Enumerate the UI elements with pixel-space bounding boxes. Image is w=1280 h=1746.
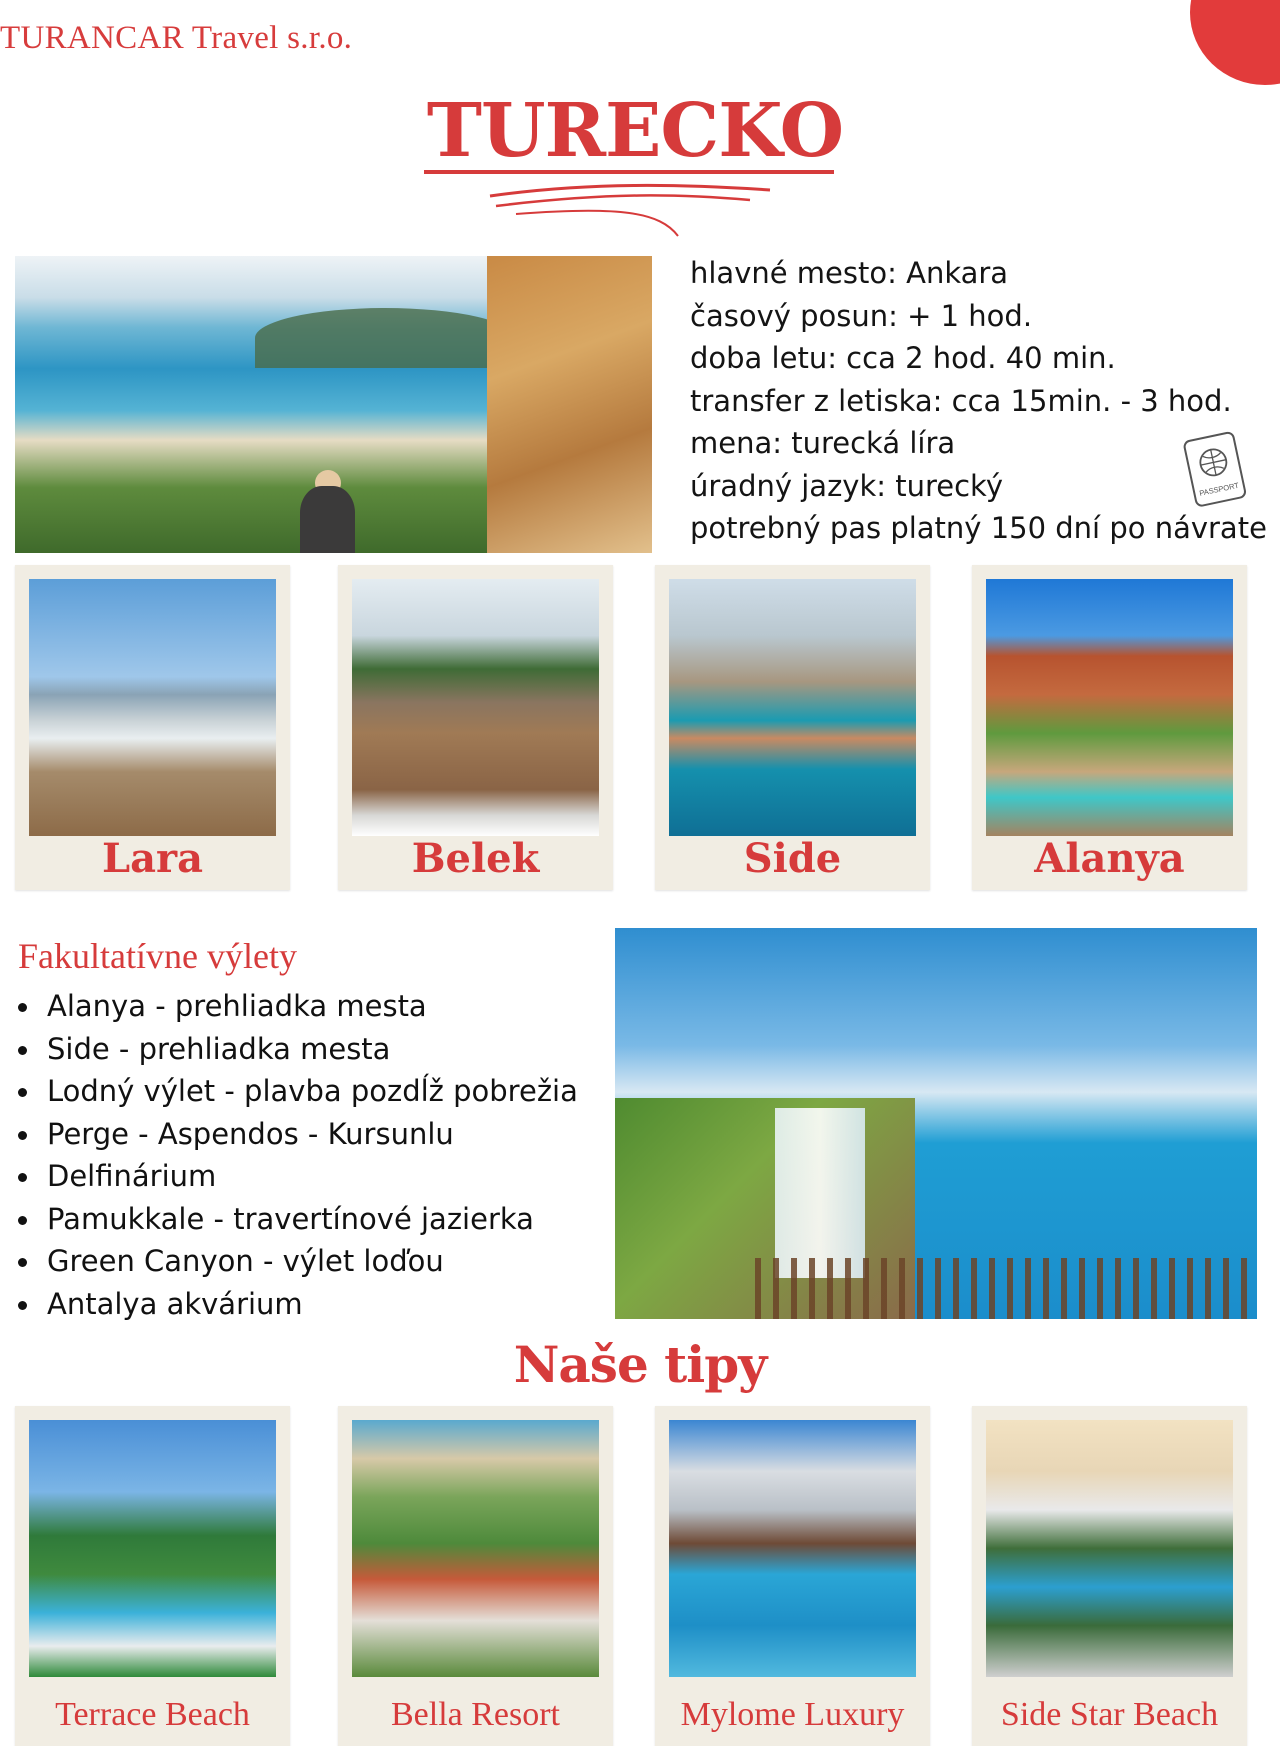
waterfall-shape [775, 1108, 865, 1278]
destination-name-lara: Lara [101, 835, 204, 882]
excursion-item: Green Canyon - výlet loďou [14, 1240, 578, 1283]
destination-card-side[interactable] [655, 565, 930, 890]
mylome-luxury-photo [669, 1420, 916, 1677]
excursion-item: Delfinárium [14, 1155, 578, 1198]
hotel-card-bella-resort[interactable] [338, 1406, 613, 1746]
tips-heading: Naše tipy [513, 1335, 767, 1394]
destination-name-belek: Belek [411, 835, 540, 882]
person-silhouette [300, 486, 355, 553]
excursion-item: Perge - Aspendos - Kursunlu [14, 1113, 578, 1156]
info-capital: hlavné mesto: Ankara [690, 256, 1009, 290]
wooden-railing [755, 1258, 1257, 1319]
destination-name-side: Side [743, 835, 842, 882]
info-currency: mena: turecká líra [690, 426, 956, 460]
lara-photo [29, 579, 276, 836]
destination-name-alanya: Alanya [1034, 835, 1185, 882]
belek-photo [352, 579, 599, 836]
hotel-name-side-star-beach: Side Star Beach [1000, 1696, 1219, 1733]
page-title: TURECKO [426, 88, 844, 174]
excursions-list [14, 985, 578, 1325]
side-photo [669, 579, 916, 836]
hotel-name-bella-resort: Bella Resort [390, 1696, 561, 1733]
title-underline [420, 166, 860, 242]
info-language: úradný jazyk: turecký [690, 468, 1003, 503]
brand-name: TURANCAR Travel s.r.o. [0, 20, 353, 56]
side-star-beach-photo [986, 1420, 1233, 1677]
destination-card-alanya[interactable] [972, 565, 1247, 890]
hotel-name-terrace-beach: Terrace Beach [55, 1696, 250, 1733]
corner-decoration [1190, 0, 1280, 85]
hotel-card-terrace-beach[interactable] [15, 1406, 290, 1746]
alanya-photo [986, 579, 1233, 836]
excursion-item: Antalya akvárium [14, 1283, 578, 1326]
hero-photo-oludeniz [15, 256, 652, 553]
excursions-heading: Fakultatívne výlety [18, 936, 297, 976]
hotel-card-mylome-luxury[interactable] [655, 1406, 930, 1746]
terrace-beach-photo [29, 1420, 276, 1677]
info-flight-time: doba letu: cca 2 hod. 40 min. [690, 341, 1116, 375]
excursion-item: Lodný výlet - plavba pozdĺž pobrežia [14, 1070, 578, 1113]
excursion-item: Alanya - prehliadka mesta [14, 985, 578, 1028]
hotel-card-side-star-beach[interactable] [972, 1406, 1247, 1746]
bella-resort-photo [352, 1420, 599, 1677]
info-transfer: transfer z letiska: cca 15min. - 3 hod. [690, 383, 1232, 418]
hill-shape [255, 308, 515, 368]
destination-card-belek[interactable] [338, 565, 613, 890]
waterfall-photo [615, 928, 1257, 1319]
info-passport: potrebný pas platný 150 dní po návrate [690, 511, 1267, 545]
passport-icon [1180, 430, 1252, 510]
cliff-shape [487, 256, 652, 553]
excursion-item: Pamukkale - travertínové jazierka [14, 1198, 578, 1241]
excursion-item: Side - prehliadka mesta [14, 1028, 578, 1071]
destination-card-lara[interactable] [15, 565, 290, 890]
hotel-name-mylome-luxury: Mylome Luxury [680, 1696, 905, 1733]
info-timezone: časový posun: + 1 hod. [690, 298, 1033, 333]
passport-label: PASSPORT [1198, 480, 1240, 498]
